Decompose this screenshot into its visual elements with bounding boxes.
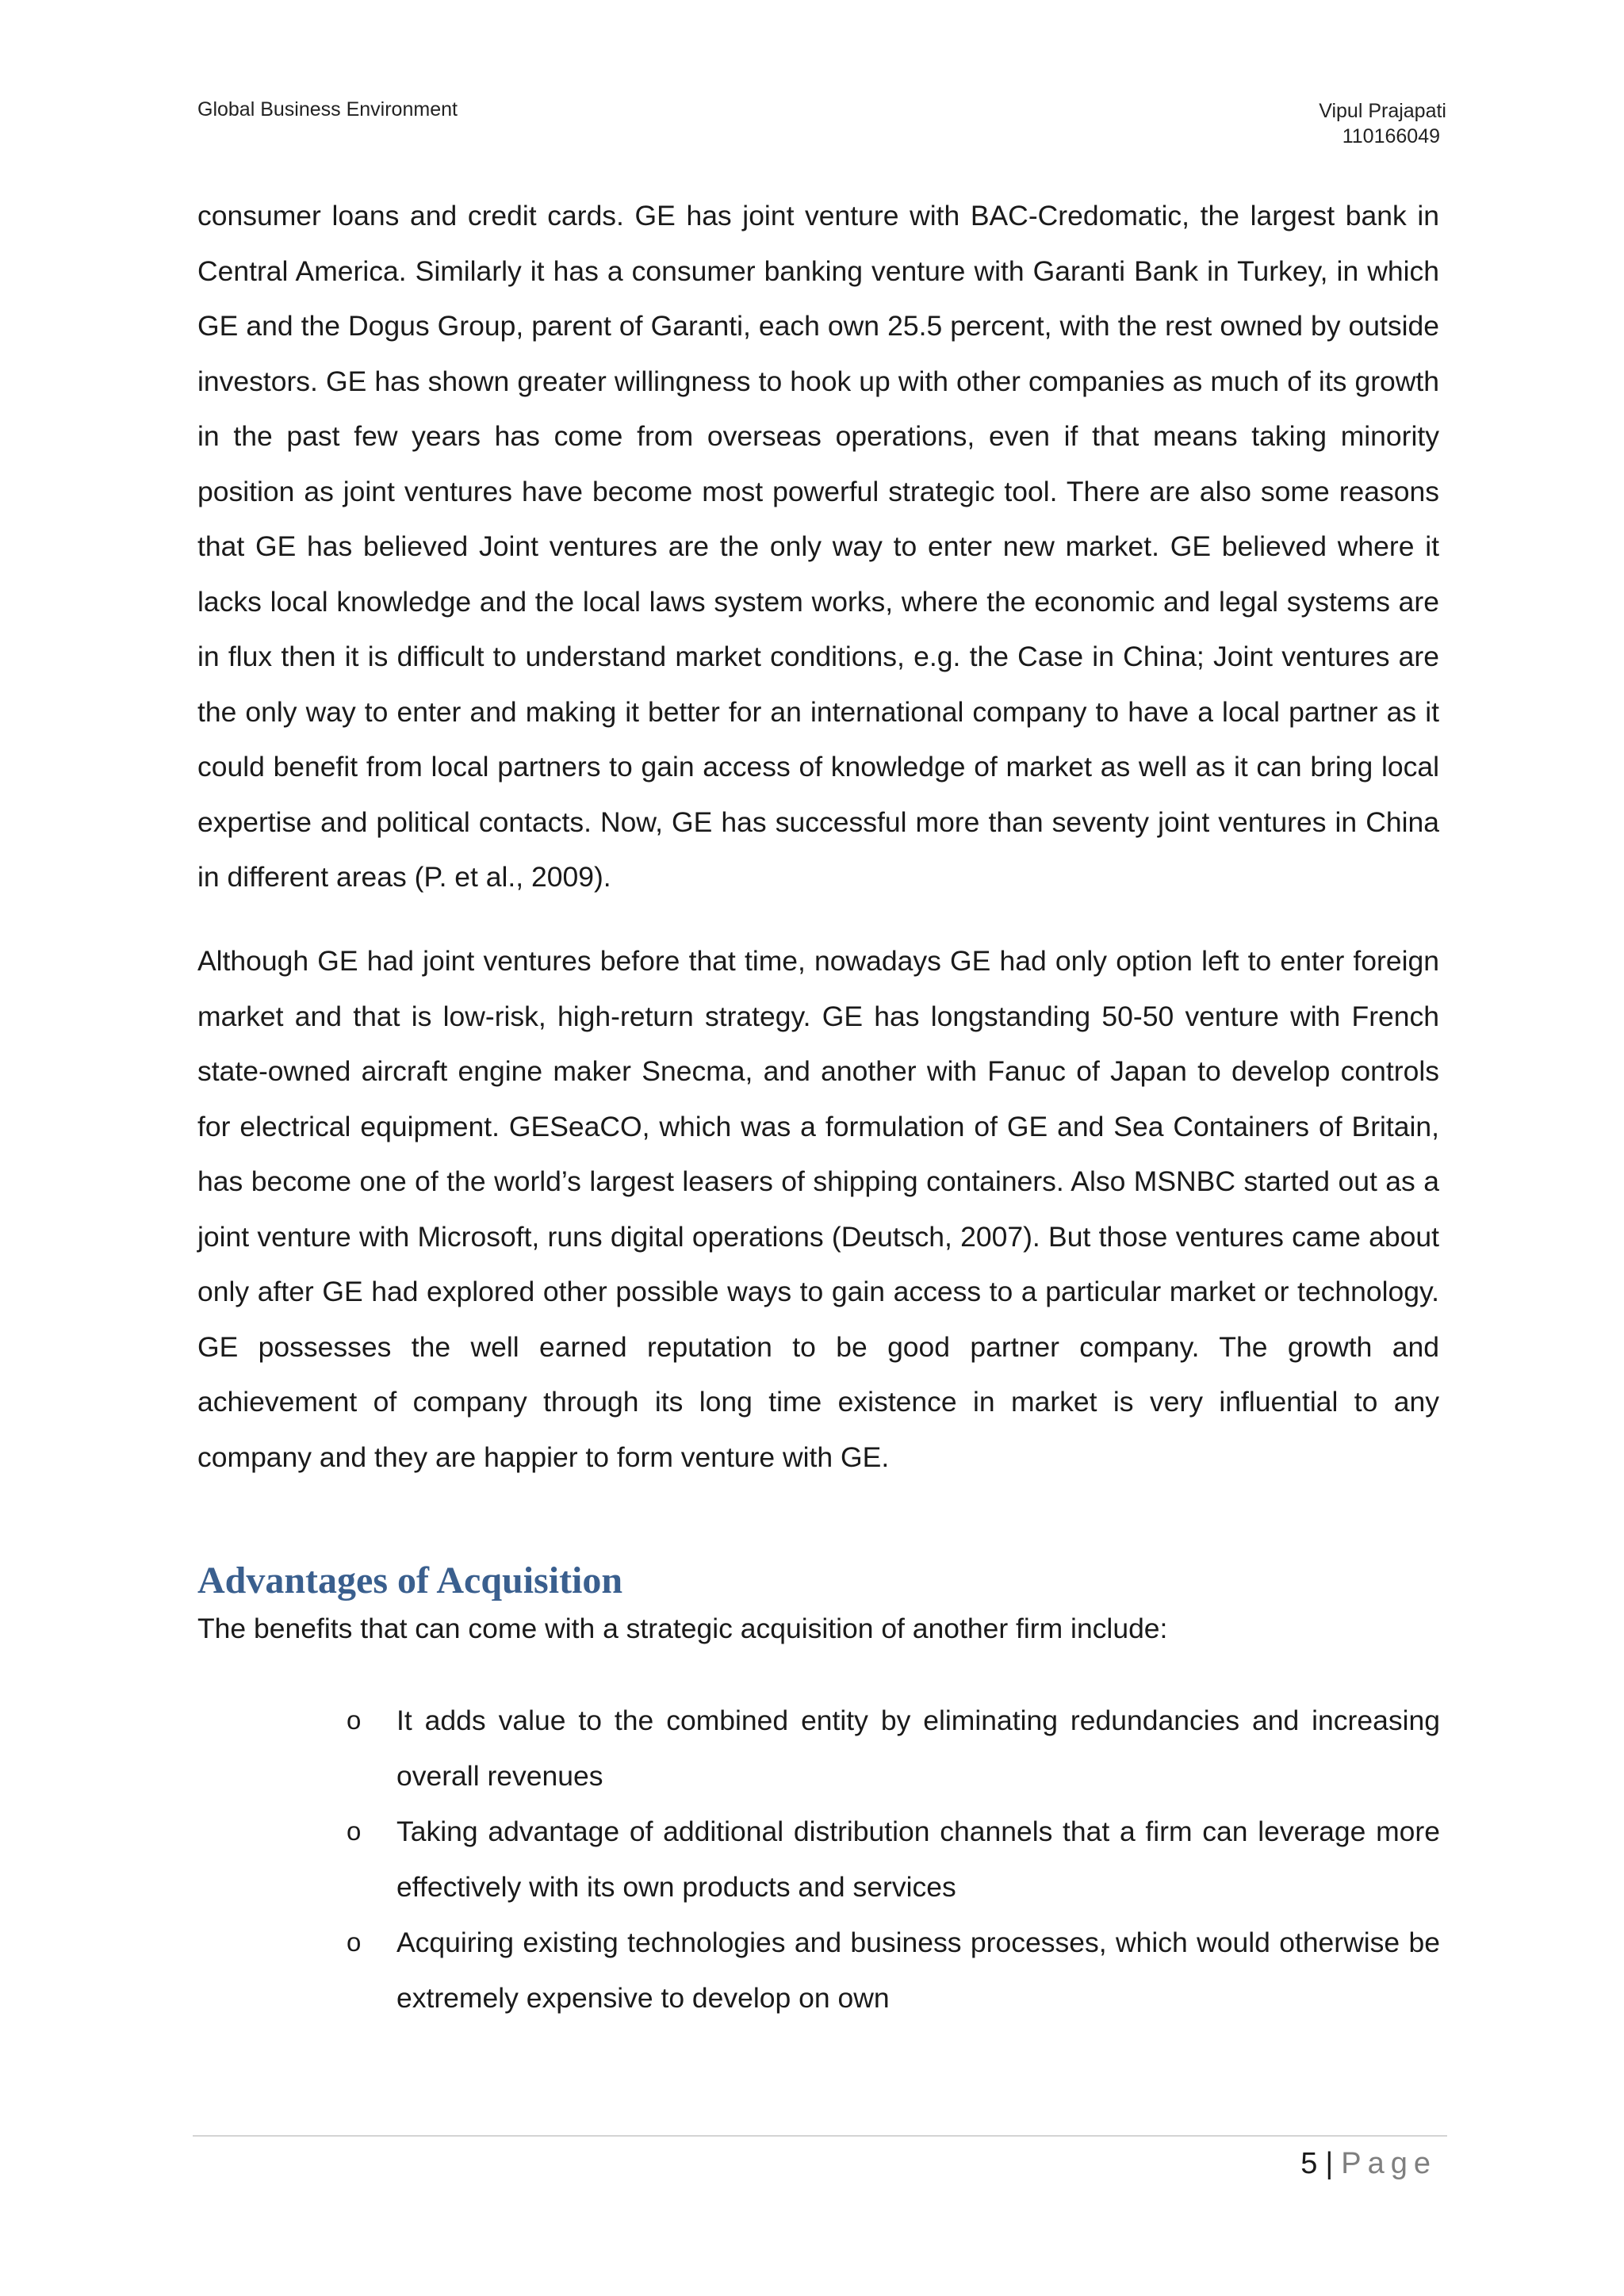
list-item <box>0 1693 1624 1804</box>
list-item <box>0 1915 1624 2026</box>
running-header-author: Vipul Prajapati <box>1319 100 1446 122</box>
benefits-list <box>0 1693 1624 2026</box>
footer-divider <box>193 2135 1447 2137</box>
section-intro: The benefits that can come with a strategic acquisition of another firm include: <box>197 1613 1168 1644</box>
running-header-student-id: 110166049 <box>1342 125 1440 147</box>
running-header-course: Global Business Environment <box>197 98 458 121</box>
bullet-text: Acquiring existing technologies and business processes, which would otherwise be extremely expensive to develop on own <box>396 1927 1440 2014</box>
list-item <box>0 1804 1624 1915</box>
section-heading: Advantages of Acquisition <box>197 1559 623 1601</box>
page-number: 5 <box>1300 2147 1318 2180</box>
running-header-author-block <box>1319 98 1446 149</box>
bullet-marker: o <box>347 1927 362 1957</box>
footer-separator: | <box>1325 2147 1334 2180</box>
body-paragraph-1: consumer loans and credit cards. GE has joint venture with BAC-Credomatic, the largest bank in Central America. Similarly it has a consumer banking venture with Garanti Bank in Turkey, in which GE and the Dogus Group, parent of Garanti, each own 25.5 percent, with the rest owned by outside investors. GE has shown greater willingness to hook up with other companies as much of its growth in the past few years has come from overseas operations, even if that means taking minority position as joint ventures have become most powerful strategic tool. There are also some reasons that GE has believed Joint ventures are the only way to enter new market. GE believed where it lacks local knowledge and the local laws system works, where the economic and legal systems are in flux then it is difficult to understand market conditions, e.g. the Case in China; Joint ventures are the only way to enter and making it better for an international company to have a local partner as it could benefit from local partners to gain access of knowledge of market as well as it can bring local expertise and political contacts. Now, GE has successful more than seventy joint ventures in China in different areas (P. et al., 2009). <box>197 200 1439 893</box>
bullet-text: Taking advantage of additional distribution channels that a firm can leverage more effectively with its own products and services <box>396 1816 1440 1903</box>
body-paragraph-2: Although GE had joint ventures before that time, nowadays GE had only option left to enter foreign market and that is low-risk, high-return strategy. GE has longstanding 50-50 venture with French state-owned aircraft engine maker Snecma, and another with Fanuc of Japan to develop controls for electrical equipment. GESeaCO, which was a formulation of GE and Sea Containers of Britain, has become one of the world’s largest leasers of shipping containers. Also MSNBC started out as a joint venture with Microsoft, runs digital operations (Deutsch, 2007). But those ventures came about only after GE had explored other possible ways to gain access to a particular market or technology. GE possesses the well earned reputation to be good partner company. The growth and achievement of company through its long time existence in market is very influential to any company and they are happier to form venture with GE. <box>197 945 1439 1473</box>
page-word: Page <box>1341 2147 1437 2180</box>
bullet-marker: o <box>347 1816 362 1846</box>
page-footer <box>1300 2147 1437 2181</box>
bullet-marker: o <box>347 1705 362 1735</box>
bullet-text: It adds value to the combined entity by eliminating redundancies and increasing overall revenues <box>396 1705 1440 1792</box>
